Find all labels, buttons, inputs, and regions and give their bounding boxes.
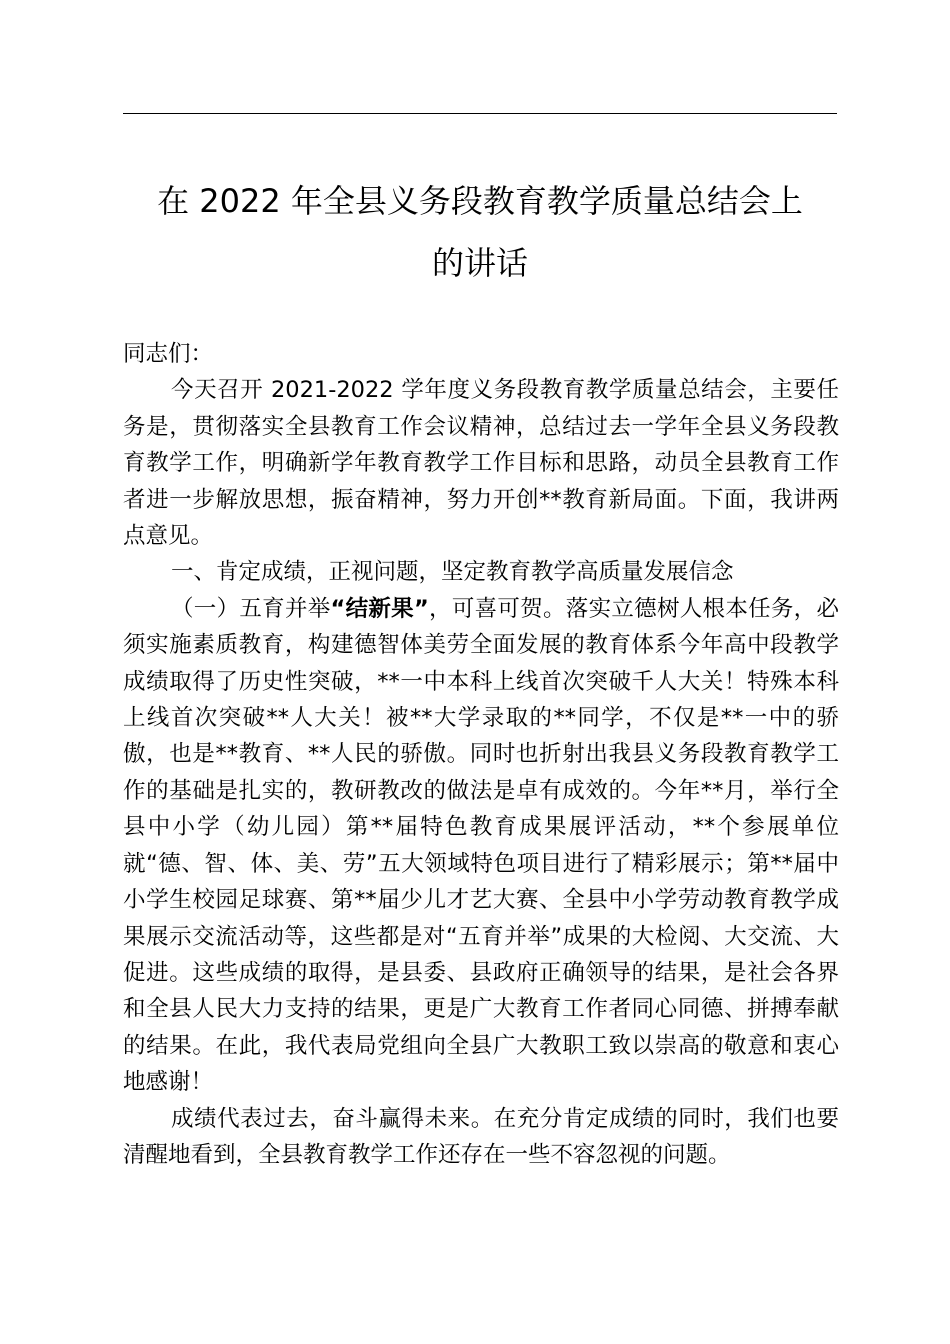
subsection-body: ，可喜可贺。落实立德树人根本任务，必须实施素质教育，构建德智体美劳全面发展的教育体系今年高中段教学成绩取得了历史性突破，**一中本科上线首次突破千人大关！特殊本科上线首次突破**人大关！被**大学录取的**同学，不仅是**一中的骄傲，也是**教育、**人民的骄傲。同时也折射出我县义务段教育教学工作的基础是扎实的，教研教改的做法是卓有成效的。今年**月，举行全县中小学（幼儿园）第**届特色教育成果展评活动，**个参展单位就“德、智、体、美、劳”五大领域特色项目进行了精彩展示；第**届中小学生校园足球赛、第**届少儿才艺大赛、全县中小学劳动教育教学成果展示交流活动等，这些都是对“五育并举”成果的大检阅、大交流、大促进。这些成绩的取得，是县委、县政府正确领导的结果，是社会各界和全县人民大力支持的结果，更是广大教育工作者同心同德、拼搏奉献的结果。在此，我代表局党组向全县广大教职工致以崇高的敬意和衷心地感谢！ [123, 595, 839, 1096]
document-body [123, 336, 839, 1173]
subsection-paragraph [123, 591, 839, 1101]
document-title [110, 170, 850, 294]
salutation: 同志们： [123, 341, 214, 367]
title-line-1: 在 2022 年全县义务段教育教学质量总结会上 [157, 182, 803, 220]
section-heading: 一、肯定成绩，正视问题，坚定教育教学高质量发展信念 [171, 559, 734, 586]
subsection-lead: （一）五育并举 [171, 595, 331, 622]
closing-paragraph: 成绩代表过去，奋斗赢得未来。在充分肯定成绩的同时，我们也要清醒地看到，全县教育教学工作还存在一些不容忽视的问题。 [123, 1105, 839, 1168]
header-rule [123, 113, 837, 114]
title-line-2: 的讲话 [431, 244, 528, 282]
opening-paragraph: 今天召开 2021-2022 学年度义务段教育教学质量总结会，主要任务是，贯彻落实全县教育工作会议精神，总结过去一学年全县义务段教育教学工作，明确新学年教育教学工作目标和思路，动员全县教育工作者进一步解放思想，振奋精神，努力开创**教育新局面。下面，我讲两点意见。 [123, 377, 839, 550]
subsection-lead-quote: “结新果” [330, 595, 429, 622]
